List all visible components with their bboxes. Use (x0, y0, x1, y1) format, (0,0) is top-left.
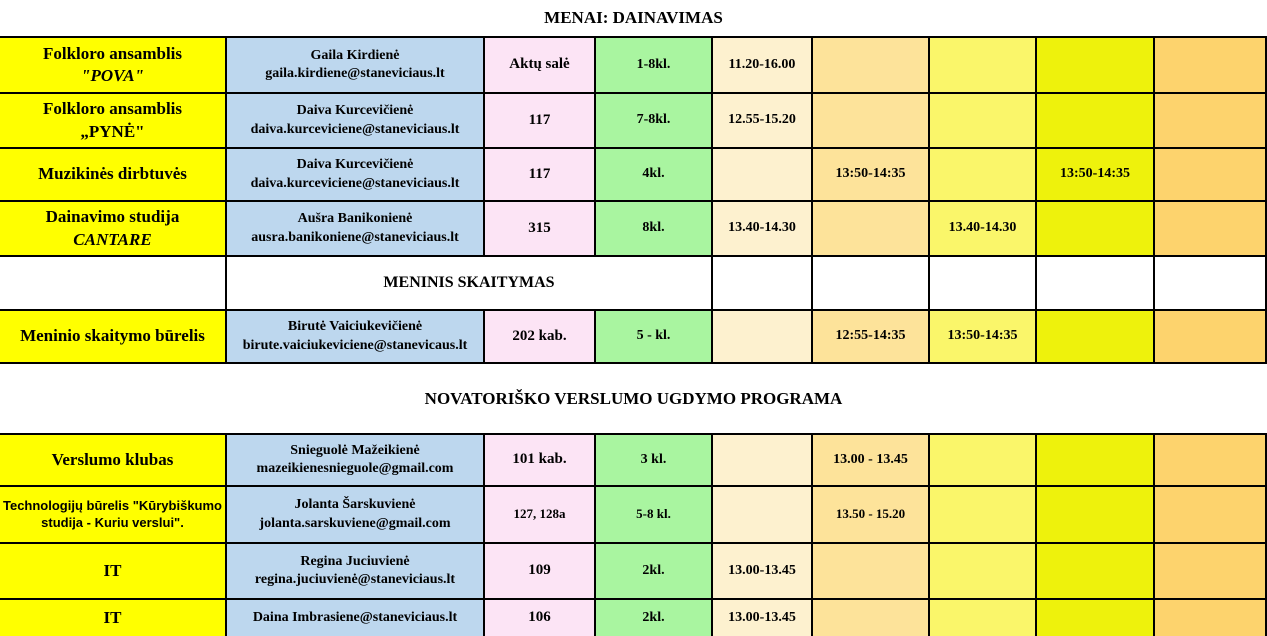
time-cell-5 (1155, 600, 1267, 636)
time-cell-3 (930, 600, 1037, 636)
time-cell-1 (713, 487, 813, 544)
time-cell-2: 12:55-14:35 (813, 311, 930, 364)
activity-name: Meninio skaitymo būrelis (20, 326, 205, 346)
room-cell: 106 (485, 600, 596, 636)
time-cell-4 (1037, 544, 1155, 600)
time-cell-5 (1155, 487, 1267, 544)
teacher-name: Snieguolė Mažeikienė (290, 442, 420, 458)
room-cell: Aktų salė (485, 38, 596, 94)
table-row (0, 600, 1267, 636)
time-cell-4 (1037, 202, 1155, 257)
time-cell-4 (1037, 487, 1155, 544)
time-cell-2: 13.50 - 15.20 (813, 487, 930, 544)
teacher-name: Aušra Banikonienė (297, 211, 413, 227)
time-cell-1 (713, 311, 813, 364)
table-row (0, 202, 1267, 257)
time-cell-3 (930, 487, 1037, 544)
teacher-email[interactable]: regina.juciuvienė@staneviciaus.lt (254, 572, 456, 587)
teacher-cell (227, 202, 485, 257)
activity-name: IT (103, 560, 122, 580)
empty-cell (1155, 257, 1267, 311)
activity-subname: studija - Kuriu verslui". (41, 514, 184, 530)
table-row (0, 94, 1267, 149)
time-cell-1: 11.20-16.00 (713, 38, 813, 94)
grade-cell: 4kl. (596, 149, 713, 202)
teacher-name[interactable]: Daina Imbrasiene@staneviciaus.lt (252, 609, 458, 625)
table-row (0, 38, 1267, 94)
teacher-cell (227, 149, 485, 202)
activity-cell (0, 435, 227, 487)
time-cell-4 (1037, 311, 1155, 364)
activity-name: Muzikinės dirbtuvės (38, 164, 187, 184)
table-row (0, 544, 1267, 600)
teacher-cell (227, 435, 485, 487)
teacher-name: Gaila Kirdienė (310, 47, 400, 63)
time-cell-5 (1155, 202, 1267, 257)
time-cell-4 (1037, 600, 1155, 636)
grade-cell: 5-8 kl. (596, 487, 713, 544)
time-cell-2 (813, 600, 930, 636)
time-cell-2 (813, 94, 930, 149)
activity-name: IT (103, 607, 122, 627)
time-cell-1: 13.00-13.45 (713, 544, 813, 600)
empty-cell (813, 257, 930, 311)
time-cell-3: 13:50-14:35 (930, 311, 1037, 364)
teacher-cell (227, 544, 485, 600)
activity-cell (0, 544, 227, 600)
teacher-email[interactable]: gaila.kirdiene@staneviciaus.lt (265, 66, 445, 81)
teacher-cell (227, 94, 485, 149)
grade-cell: 8kl. (596, 202, 713, 257)
teacher-email[interactable]: mazeikienesnieguole@gmail.com (256, 461, 454, 476)
section-title: MENINIS SKAITYMAS (227, 257, 713, 311)
teacher-name: Birutė Vaiciukevičienė (287, 319, 423, 335)
time-cell-2 (813, 202, 930, 257)
time-cell-2 (813, 38, 930, 94)
teacher-cell (227, 311, 485, 364)
time-cell-4 (1037, 94, 1155, 149)
section-row-verslumas (0, 364, 1267, 435)
teacher-name: Regina Juciuvienė (300, 553, 410, 569)
activity-subname: CANTARE (73, 229, 152, 249)
time-cell-5 (1155, 94, 1267, 149)
activity-name: Dainavimo studija (45, 207, 180, 227)
teacher-email[interactable]: daiva.kurceviciene@staneviciaus.lt (250, 175, 460, 191)
teacher-email[interactable]: birute.vaiciukeviciene@stanevicaus.lt (242, 337, 468, 353)
time-cell-4 (1037, 435, 1155, 487)
time-cell-1 (713, 435, 813, 487)
activity-name: Folkloro ansamblis (42, 99, 183, 119)
time-cell-5 (1155, 435, 1267, 487)
time-cell-1 (713, 149, 813, 202)
teacher-cell (227, 487, 485, 544)
teacher-email[interactable]: daiva.kurceviciene@staneviciaus.lt (250, 121, 460, 137)
activity-cell (0, 311, 227, 364)
time-cell-4 (1037, 38, 1155, 94)
time-cell-5 (1155, 544, 1267, 600)
time-cell-3 (930, 149, 1037, 202)
room-cell: 117 (485, 149, 596, 202)
section-title: NOVATORIŠKO VERSLUMO UGDYMO PROGRAMA (0, 364, 1267, 435)
grade-cell: 2kl. (596, 600, 713, 636)
activity-cell (0, 94, 227, 149)
activity-cell (0, 202, 227, 257)
teacher-email[interactable]: ausra.banikoniene@staneviciaus.lt (251, 229, 459, 245)
time-cell-2: 13:50-14:35 (813, 149, 930, 202)
time-cell-1: 13.40-14.30 (713, 202, 813, 257)
grade-cell: 5 - kl. (596, 311, 713, 364)
time-cell-5 (1155, 149, 1267, 202)
activity-subname: "POVA" (81, 66, 144, 85)
grade-cell: 2kl. (596, 544, 713, 600)
empty-cell (1037, 257, 1155, 311)
grade-cell: 7-8kl. (596, 94, 713, 149)
time-cell-4: 13:50-14:35 (1037, 149, 1155, 202)
activity-name: Verslumo klubas (51, 449, 174, 469)
activity-subname: „PYNĖ" (80, 121, 145, 141)
time-cell-3 (930, 544, 1037, 600)
teacher-name: Daiva Kurcevičienė (296, 103, 414, 119)
activity-cell (0, 149, 227, 202)
time-cell-3 (930, 435, 1037, 487)
activity-cell (0, 600, 227, 636)
time-cell-5 (1155, 38, 1267, 94)
table-row (0, 149, 1267, 202)
room-cell: 315 (485, 202, 596, 257)
room-cell: 127, 128a (485, 487, 596, 544)
time-cell-2 (813, 544, 930, 600)
teacher-cell (227, 600, 485, 636)
activity-cell (0, 487, 227, 544)
time-cell-2: 13.00 - 13.45 (813, 435, 930, 487)
section-row-skaitymas (0, 257, 1267, 311)
teacher-name: Jolanta Šarskuvienė (294, 497, 416, 513)
empty-cell (930, 257, 1037, 311)
table-row (0, 435, 1267, 487)
teacher-cell (227, 38, 485, 94)
room-cell: 101 kab. (485, 435, 596, 487)
grade-cell: 1-8kl. (596, 38, 713, 94)
room-cell: 202 kab. (485, 311, 596, 364)
table-row (0, 311, 1267, 364)
teacher-email[interactable]: jolanta.sarskuviene@gmail.com (259, 515, 451, 531)
section-row-dainavimas (0, 0, 1267, 38)
time-cell-1: 12.55-15.20 (713, 94, 813, 149)
grade-cell: 3 kl. (596, 435, 713, 487)
time-cell-1: 13.00-13.45 (713, 600, 813, 636)
activity-name: Folkloro ansamblis (42, 43, 183, 63)
time-cell-3 (930, 38, 1037, 94)
section-title: MENAI: DAINAVIMAS (0, 0, 1267, 38)
room-cell: 117 (485, 94, 596, 149)
activity-cell (0, 38, 227, 94)
empty-cell (0, 257, 227, 311)
time-cell-3 (930, 94, 1037, 149)
time-cell-3: 13.40-14.30 (930, 202, 1037, 257)
room-cell: 109 (485, 544, 596, 600)
activity-name: Technologijų būrelis "Kūrybiškumo (2, 497, 222, 513)
teacher-name: Daiva Kurcevičienė (296, 157, 414, 173)
time-cell-5 (1155, 311, 1267, 364)
table-row (0, 487, 1267, 544)
empty-cell (713, 257, 813, 311)
